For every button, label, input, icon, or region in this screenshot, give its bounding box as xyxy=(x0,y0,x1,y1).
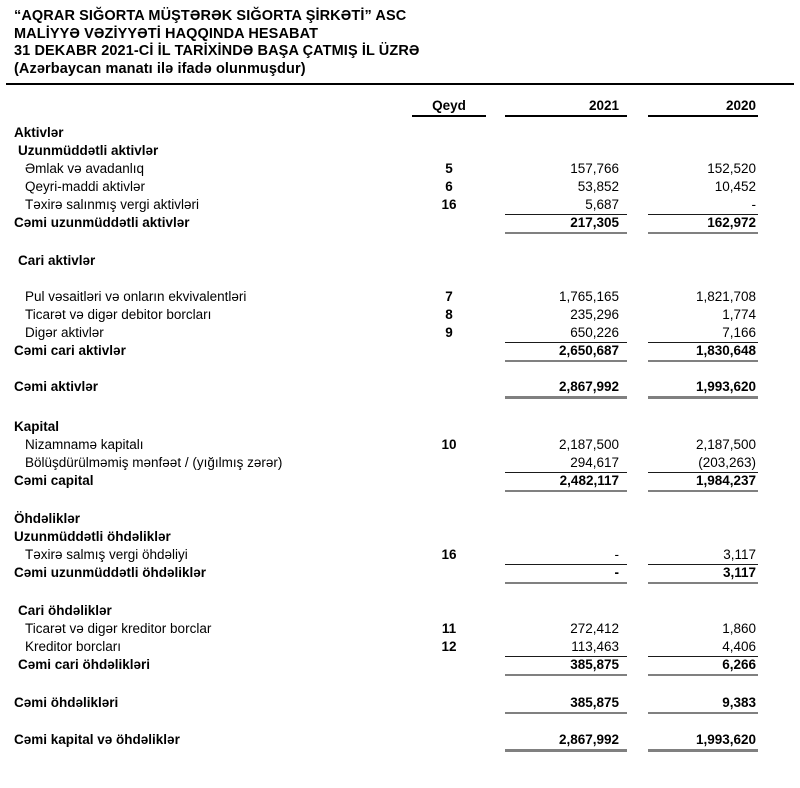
row-value-2021: 385,875 xyxy=(505,694,627,714)
row-label: Ticarət və digər debitor borcları xyxy=(25,307,212,322)
report-period: 31 DEKABR 2021-Cİ İL TARİXİNDƏ BAŞA ÇATMIŞ İL ÜZRƏ xyxy=(14,43,420,59)
row-note: 8 xyxy=(445,307,453,322)
section-spacer xyxy=(14,582,758,602)
row-label: Təxirə salmış vergi öhdəliyi xyxy=(25,547,188,562)
row-label: Uzunmüddətli aktivlər xyxy=(18,143,159,158)
row-note: 16 xyxy=(441,547,457,562)
row-value-2021: 2,482,117 xyxy=(505,472,627,492)
row-value-2020: 9,383 xyxy=(648,694,758,714)
row-label: Uzunmüddətli öhdəliklər xyxy=(14,529,171,544)
row-label: Cəmi aktivlər xyxy=(14,379,99,394)
table-row xyxy=(14,196,758,214)
row-label: Pul vəsaitləri və onların ekvivalentləri xyxy=(25,289,247,304)
row-value-2021: 650,226 xyxy=(505,324,627,343)
row-value-2020: 1,993,620 xyxy=(648,731,758,752)
row-value-2021: 157,766 xyxy=(570,161,619,176)
column-header-2020: 2020 xyxy=(648,97,758,117)
currency-note: (Azərbaycan manatı ilə ifadə olunmuşdur) xyxy=(14,60,306,77)
row-note: 6 xyxy=(445,179,453,194)
row-label: Aktivlər xyxy=(14,125,64,140)
row-value-2020: 7,166 xyxy=(648,324,758,343)
table-row xyxy=(14,694,758,712)
row-value-2020: 2,187,500 xyxy=(695,437,756,452)
row-value-2021: 5,687 xyxy=(505,196,627,215)
row-note: 12 xyxy=(441,639,457,654)
row-label: Cəmi cari aktivlər xyxy=(14,343,126,358)
row-value-2021: 2,187,500 xyxy=(558,437,619,452)
row-value-2020: (203,263) xyxy=(648,454,758,473)
table-row xyxy=(14,418,758,436)
table-row xyxy=(14,472,758,490)
row-value-2020: 162,972 xyxy=(648,214,758,234)
report-title: MALİYYƏ VƏZİYYƏTİ HAQQINDA HESABAT xyxy=(14,25,319,42)
table-row xyxy=(14,564,758,582)
table-row xyxy=(14,142,758,160)
section-spacer xyxy=(14,360,758,378)
row-value-2021: 53,852 xyxy=(577,179,619,194)
row-label: Cəmi cari öhdəlikləri xyxy=(18,657,151,672)
row-value-2020: 3,117 xyxy=(648,564,758,584)
table-body xyxy=(14,124,758,749)
row-label: Təxirə salınmış vergi aktivləri xyxy=(25,197,200,212)
section-spacer xyxy=(14,270,758,288)
row-label: Bölüşdürülməmiş mənfəət / (yığılmış zərər) xyxy=(25,455,283,470)
table-row xyxy=(14,436,758,454)
row-value-2021: 217,305 xyxy=(505,214,627,234)
table-row xyxy=(14,288,758,306)
report-header xyxy=(6,0,794,85)
table-row xyxy=(14,160,758,178)
row-value-2021: 385,875 xyxy=(505,656,627,676)
table-row xyxy=(14,510,758,528)
row-note: 11 xyxy=(441,621,457,636)
row-value-2021: 2,867,992 xyxy=(505,731,627,752)
row-value-2021: 2,867,992 xyxy=(505,378,627,399)
row-value-2020: 10,452 xyxy=(714,179,756,194)
section-spacer xyxy=(14,674,758,694)
row-value-2020: 1,993,620 xyxy=(648,378,758,399)
row-value-2020: 3,117 xyxy=(648,546,758,565)
balance-sheet-table xyxy=(14,97,758,749)
row-label: Cəmi uzunmüddətli öhdəliklər xyxy=(14,565,207,580)
section-spacer xyxy=(14,712,758,731)
row-note: 10 xyxy=(441,437,457,452)
row-label: Cəmi öhdəlikləri xyxy=(14,695,119,710)
row-value-2021: 1,765,165 xyxy=(558,289,619,304)
column-header-row xyxy=(14,97,758,119)
row-value-2020: 1,774 xyxy=(722,307,756,322)
row-note: 5 xyxy=(445,161,453,176)
row-note: 7 xyxy=(445,289,453,304)
row-value-2021: 2,650,687 xyxy=(505,342,627,362)
row-value-2021: 294,617 xyxy=(505,454,627,473)
table-row xyxy=(14,306,758,324)
table-row xyxy=(14,342,758,360)
table-row xyxy=(14,124,758,142)
table-row xyxy=(14,252,758,270)
row-label: Cəmi kapital və öhdəliklər xyxy=(14,732,180,747)
row-note: 16 xyxy=(441,197,457,212)
table-row xyxy=(14,378,758,396)
section-spacer xyxy=(14,396,758,418)
row-value-2021: - xyxy=(505,564,627,584)
row-value-2021: 272,412 xyxy=(570,621,619,636)
table-row xyxy=(14,178,758,196)
table-row xyxy=(14,731,758,749)
column-header-note: Qeyd xyxy=(412,97,486,117)
row-value-2020: 1,984,237 xyxy=(648,472,758,492)
row-label: Cəmi uzunmüddətli aktivlər xyxy=(14,215,190,230)
row-label: Qeyri-maddi aktivlər xyxy=(25,179,146,194)
table-row xyxy=(14,214,758,232)
row-value-2020: 4,406 xyxy=(648,638,758,657)
row-label: Ticarət və digər kreditor borclar xyxy=(25,621,212,636)
row-label: Cari aktivlər xyxy=(18,253,96,268)
row-value-2020: 6,266 xyxy=(648,656,758,676)
row-value-2020: 152,520 xyxy=(707,161,756,176)
table-row xyxy=(14,324,758,342)
company-name: “AQRAR SIĞORTA MÜŞTƏRƏK SIĞORTA ŞİRKƏTİ” ASC xyxy=(14,8,407,24)
table-row xyxy=(14,454,758,472)
row-note: 9 xyxy=(445,325,453,340)
table-row xyxy=(14,546,758,564)
row-value-2021: 235,296 xyxy=(570,307,619,322)
row-label: Əmlak və avadanlıq xyxy=(25,161,144,176)
section-spacer xyxy=(14,490,758,510)
row-label: Cari öhdəliklər xyxy=(18,603,112,618)
table-row xyxy=(14,620,758,638)
row-value-2020: 1,860 xyxy=(722,621,756,636)
table-row xyxy=(14,638,758,656)
table-row xyxy=(14,602,758,620)
row-value-2020: 1,821,708 xyxy=(695,289,756,304)
row-label: Kreditor borcları xyxy=(25,639,122,654)
row-value-2020: - xyxy=(648,196,758,215)
row-label: Cəmi capital xyxy=(14,473,94,488)
column-header-2021: 2021 xyxy=(505,97,627,117)
table-row xyxy=(14,528,758,546)
row-value-2020: 1,830,648 xyxy=(648,342,758,362)
row-label: Kapital xyxy=(14,419,60,434)
row-label: Digər aktivlər xyxy=(25,325,104,340)
row-value-2021: 113,463 xyxy=(505,638,627,657)
table-row xyxy=(14,656,758,674)
row-value-2021: - xyxy=(505,546,627,565)
row-label: Nizamnamə kapitalı xyxy=(25,437,144,452)
row-label: Öhdəliklər xyxy=(14,511,81,526)
section-spacer xyxy=(14,232,758,252)
